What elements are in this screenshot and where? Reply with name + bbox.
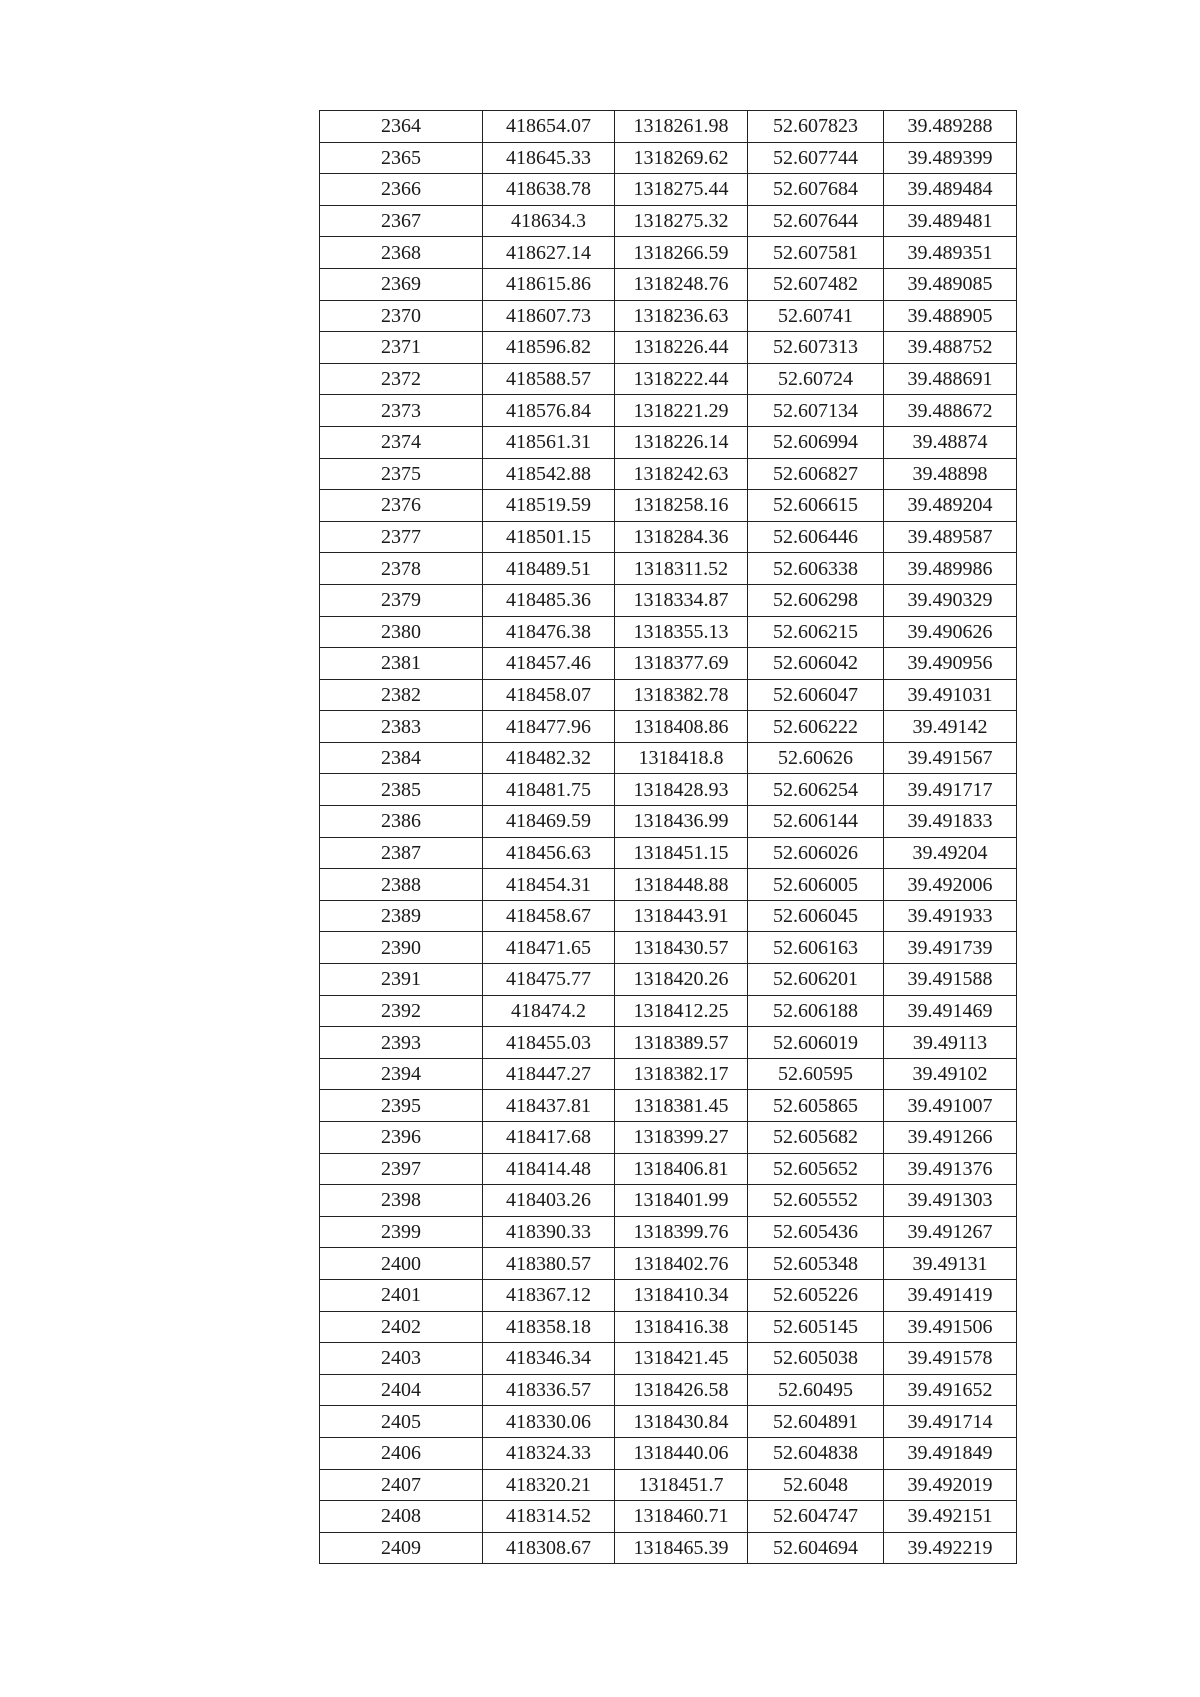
x-coordinate-cell: 418576.84 (483, 395, 615, 427)
latitude-cell: 52.605552 (748, 1185, 884, 1217)
longitude-cell: 39.491303 (884, 1185, 1017, 1217)
point-number-cell: 2391 (320, 964, 483, 996)
x-coordinate-cell: 418645.33 (483, 142, 615, 174)
point-number-cell: 2380 (320, 616, 483, 648)
table-row (320, 1406, 1017, 1438)
point-number-cell: 2405 (320, 1406, 483, 1438)
x-coordinate-cell: 418380.57 (483, 1248, 615, 1280)
x-coordinate-cell: 418634.3 (483, 205, 615, 237)
table-row (320, 1185, 1017, 1217)
latitude-cell: 52.606201 (748, 964, 884, 996)
table-row (320, 1343, 1017, 1375)
y-coordinate-cell: 1318236.63 (615, 300, 748, 332)
longitude-cell: 39.491739 (884, 932, 1017, 964)
x-coordinate-cell: 418561.31 (483, 426, 615, 458)
table-row (320, 932, 1017, 964)
x-coordinate-cell: 418437.81 (483, 1090, 615, 1122)
y-coordinate-cell: 1318334.87 (615, 584, 748, 616)
longitude-cell: 39.49142 (884, 711, 1017, 743)
latitude-cell: 52.60724 (748, 363, 884, 395)
y-coordinate-cell: 1318430.57 (615, 932, 748, 964)
x-coordinate-cell: 418456.63 (483, 837, 615, 869)
y-coordinate-cell: 1318355.13 (615, 616, 748, 648)
latitude-cell: 52.604747 (748, 1501, 884, 1533)
point-number-cell: 2408 (320, 1501, 483, 1533)
table-row (320, 1058, 1017, 1090)
x-coordinate-cell: 418346.34 (483, 1343, 615, 1375)
point-number-cell: 2371 (320, 332, 483, 364)
x-coordinate-cell: 418458.07 (483, 679, 615, 711)
longitude-cell: 39.488752 (884, 332, 1017, 364)
longitude-cell: 39.489399 (884, 142, 1017, 174)
latitude-cell: 52.607823 (748, 111, 884, 143)
table-row (320, 553, 1017, 585)
longitude-cell: 39.489351 (884, 237, 1017, 269)
point-number-cell: 2388 (320, 869, 483, 901)
latitude-cell: 52.606827 (748, 458, 884, 490)
point-number-cell: 2384 (320, 742, 483, 774)
latitude-cell: 52.606188 (748, 995, 884, 1027)
x-coordinate-cell: 418324.33 (483, 1437, 615, 1469)
table-row (320, 1501, 1017, 1533)
longitude-cell: 39.490956 (884, 648, 1017, 680)
y-coordinate-cell: 1318221.29 (615, 395, 748, 427)
point-number-cell: 2376 (320, 490, 483, 522)
longitude-cell: 39.490329 (884, 584, 1017, 616)
longitude-cell: 39.489481 (884, 205, 1017, 237)
longitude-cell: 39.491849 (884, 1437, 1017, 1469)
y-coordinate-cell: 1318401.99 (615, 1185, 748, 1217)
table-row (320, 742, 1017, 774)
point-number-cell: 2400 (320, 1248, 483, 1280)
x-coordinate-cell: 418320.21 (483, 1469, 615, 1501)
table-row (320, 1374, 1017, 1406)
y-coordinate-cell: 1318226.44 (615, 332, 748, 364)
x-coordinate-cell: 418390.33 (483, 1216, 615, 1248)
x-coordinate-cell: 418607.73 (483, 300, 615, 332)
point-number-cell: 2397 (320, 1153, 483, 1185)
y-coordinate-cell: 1318402.76 (615, 1248, 748, 1280)
longitude-cell: 39.491267 (884, 1216, 1017, 1248)
y-coordinate-cell: 1318443.91 (615, 900, 748, 932)
y-coordinate-cell: 1318428.93 (615, 774, 748, 806)
point-number-cell: 2402 (320, 1311, 483, 1343)
y-coordinate-cell: 1318261.98 (615, 111, 748, 143)
point-number-cell: 2366 (320, 174, 483, 206)
longitude-cell: 39.491933 (884, 900, 1017, 932)
table-row (320, 964, 1017, 996)
point-number-cell: 2369 (320, 268, 483, 300)
y-coordinate-cell: 1318311.52 (615, 553, 748, 585)
latitude-cell: 52.604694 (748, 1532, 884, 1564)
point-number-cell: 2392 (320, 995, 483, 1027)
latitude-cell: 52.60595 (748, 1058, 884, 1090)
latitude-cell: 52.604891 (748, 1406, 884, 1438)
latitude-cell: 52.605865 (748, 1090, 884, 1122)
y-coordinate-cell: 1318399.76 (615, 1216, 748, 1248)
latitude-cell: 52.605652 (748, 1153, 884, 1185)
point-number-cell: 2401 (320, 1279, 483, 1311)
longitude-cell: 39.49102 (884, 1058, 1017, 1090)
latitude-cell: 52.605226 (748, 1279, 884, 1311)
x-coordinate-cell: 418455.03 (483, 1027, 615, 1059)
table-row (320, 900, 1017, 932)
table-row (320, 300, 1017, 332)
table-row (320, 869, 1017, 901)
y-coordinate-cell: 1318266.59 (615, 237, 748, 269)
y-coordinate-cell: 1318389.57 (615, 1027, 748, 1059)
point-number-cell: 2382 (320, 679, 483, 711)
point-number-cell: 2395 (320, 1090, 483, 1122)
x-coordinate-cell: 418489.51 (483, 553, 615, 585)
y-coordinate-cell: 1318382.78 (615, 679, 748, 711)
longitude-cell: 39.488672 (884, 395, 1017, 427)
y-coordinate-cell: 1318440.06 (615, 1437, 748, 1469)
table-row (320, 458, 1017, 490)
longitude-cell: 39.491652 (884, 1374, 1017, 1406)
point-number-cell: 2375 (320, 458, 483, 490)
y-coordinate-cell: 1318420.26 (615, 964, 748, 996)
table-row (320, 1311, 1017, 1343)
x-coordinate-cell: 418417.68 (483, 1122, 615, 1154)
table-row (320, 1437, 1017, 1469)
latitude-cell: 52.607482 (748, 268, 884, 300)
longitude-cell: 39.491714 (884, 1406, 1017, 1438)
longitude-cell: 39.49131 (884, 1248, 1017, 1280)
y-coordinate-cell: 1318451.15 (615, 837, 748, 869)
table-row (320, 774, 1017, 806)
x-coordinate-cell: 418336.57 (483, 1374, 615, 1406)
table-row (320, 1469, 1017, 1501)
y-coordinate-cell: 1318418.8 (615, 742, 748, 774)
table-row (320, 1027, 1017, 1059)
table-row (320, 490, 1017, 522)
point-number-cell: 2399 (320, 1216, 483, 1248)
longitude-cell: 39.489204 (884, 490, 1017, 522)
table-row (320, 395, 1017, 427)
table-row (320, 711, 1017, 743)
coordinates-table (319, 110, 1017, 1564)
latitude-cell: 52.604838 (748, 1437, 884, 1469)
point-number-cell: 2409 (320, 1532, 483, 1564)
table-row (320, 648, 1017, 680)
table-row (320, 332, 1017, 364)
latitude-cell: 52.607313 (748, 332, 884, 364)
longitude-cell: 39.491588 (884, 964, 1017, 996)
x-coordinate-cell: 418454.31 (483, 869, 615, 901)
table-row (320, 1248, 1017, 1280)
x-coordinate-cell: 418542.88 (483, 458, 615, 490)
x-coordinate-cell: 418596.82 (483, 332, 615, 364)
longitude-cell: 39.489085 (884, 268, 1017, 300)
x-coordinate-cell: 418475.77 (483, 964, 615, 996)
longitude-cell: 39.489587 (884, 521, 1017, 553)
table-row (320, 806, 1017, 838)
point-number-cell: 2404 (320, 1374, 483, 1406)
latitude-cell: 52.606144 (748, 806, 884, 838)
x-coordinate-cell: 418458.67 (483, 900, 615, 932)
latitude-cell: 52.606042 (748, 648, 884, 680)
longitude-cell: 39.491717 (884, 774, 1017, 806)
table-row (320, 584, 1017, 616)
y-coordinate-cell: 1318460.71 (615, 1501, 748, 1533)
table-row (320, 1532, 1017, 1564)
latitude-cell: 52.606215 (748, 616, 884, 648)
y-coordinate-cell: 1318451.7 (615, 1469, 748, 1501)
table-row (320, 679, 1017, 711)
table-row (320, 1122, 1017, 1154)
y-coordinate-cell: 1318222.44 (615, 363, 748, 395)
y-coordinate-cell: 1318284.36 (615, 521, 748, 553)
latitude-cell: 52.606222 (748, 711, 884, 743)
point-number-cell: 2403 (320, 1343, 483, 1375)
latitude-cell: 52.606005 (748, 869, 884, 901)
x-coordinate-cell: 418414.48 (483, 1153, 615, 1185)
point-number-cell: 2372 (320, 363, 483, 395)
point-number-cell: 2378 (320, 553, 483, 585)
y-coordinate-cell: 1318430.84 (615, 1406, 748, 1438)
y-coordinate-cell: 1318275.32 (615, 205, 748, 237)
latitude-cell: 52.60741 (748, 300, 884, 332)
latitude-cell: 52.607581 (748, 237, 884, 269)
y-coordinate-cell: 1318448.88 (615, 869, 748, 901)
longitude-cell: 39.49204 (884, 837, 1017, 869)
point-number-cell: 2390 (320, 932, 483, 964)
latitude-cell: 52.606163 (748, 932, 884, 964)
longitude-cell: 39.489484 (884, 174, 1017, 206)
longitude-cell: 39.491031 (884, 679, 1017, 711)
table-row (320, 837, 1017, 869)
x-coordinate-cell: 418474.2 (483, 995, 615, 1027)
longitude-cell: 39.491419 (884, 1279, 1017, 1311)
longitude-cell: 39.488905 (884, 300, 1017, 332)
y-coordinate-cell: 1318242.63 (615, 458, 748, 490)
point-number-cell: 2394 (320, 1058, 483, 1090)
x-coordinate-cell: 418330.06 (483, 1406, 615, 1438)
table-row (320, 237, 1017, 269)
point-number-cell: 2386 (320, 806, 483, 838)
coordinates-table-body (320, 111, 1017, 1564)
latitude-cell: 52.606026 (748, 837, 884, 869)
y-coordinate-cell: 1318436.99 (615, 806, 748, 838)
y-coordinate-cell: 1318248.76 (615, 268, 748, 300)
y-coordinate-cell: 1318412.25 (615, 995, 748, 1027)
y-coordinate-cell: 1318382.17 (615, 1058, 748, 1090)
table-row (320, 1279, 1017, 1311)
latitude-cell: 52.606446 (748, 521, 884, 553)
longitude-cell: 39.492151 (884, 1501, 1017, 1533)
y-coordinate-cell: 1318410.34 (615, 1279, 748, 1311)
longitude-cell: 39.490626 (884, 616, 1017, 648)
y-coordinate-cell: 1318377.69 (615, 648, 748, 680)
longitude-cell: 39.48898 (884, 458, 1017, 490)
latitude-cell: 52.606994 (748, 426, 884, 458)
table-row (320, 1216, 1017, 1248)
y-coordinate-cell: 1318226.14 (615, 426, 748, 458)
latitude-cell: 52.606019 (748, 1027, 884, 1059)
y-coordinate-cell: 1318408.86 (615, 711, 748, 743)
x-coordinate-cell: 418476.38 (483, 616, 615, 648)
longitude-cell: 39.491007 (884, 1090, 1017, 1122)
point-number-cell: 2396 (320, 1122, 483, 1154)
longitude-cell: 39.491578 (884, 1343, 1017, 1375)
longitude-cell: 39.492219 (884, 1532, 1017, 1564)
longitude-cell: 39.488691 (884, 363, 1017, 395)
point-number-cell: 2379 (320, 584, 483, 616)
latitude-cell: 52.605038 (748, 1343, 884, 1375)
x-coordinate-cell: 418308.67 (483, 1532, 615, 1564)
point-number-cell: 2374 (320, 426, 483, 458)
latitude-cell: 52.606047 (748, 679, 884, 711)
x-coordinate-cell: 418588.57 (483, 363, 615, 395)
x-coordinate-cell: 418501.15 (483, 521, 615, 553)
latitude-cell: 52.607134 (748, 395, 884, 427)
table-row (320, 616, 1017, 648)
point-number-cell: 2370 (320, 300, 483, 332)
x-coordinate-cell: 418615.86 (483, 268, 615, 300)
latitude-cell: 52.607644 (748, 205, 884, 237)
longitude-cell: 39.491833 (884, 806, 1017, 838)
y-coordinate-cell: 1318406.81 (615, 1153, 748, 1185)
point-number-cell: 2365 (320, 142, 483, 174)
x-coordinate-cell: 418314.52 (483, 1501, 615, 1533)
x-coordinate-cell: 418358.18 (483, 1311, 615, 1343)
y-coordinate-cell: 1318275.44 (615, 174, 748, 206)
point-number-cell: 2368 (320, 237, 483, 269)
longitude-cell: 39.489986 (884, 553, 1017, 585)
latitude-cell: 52.607744 (748, 142, 884, 174)
longitude-cell: 39.49113 (884, 1027, 1017, 1059)
point-number-cell: 2385 (320, 774, 483, 806)
y-coordinate-cell: 1318399.27 (615, 1122, 748, 1154)
x-coordinate-cell: 418447.27 (483, 1058, 615, 1090)
x-coordinate-cell: 418482.32 (483, 742, 615, 774)
point-number-cell: 2364 (320, 111, 483, 143)
x-coordinate-cell: 418477.96 (483, 711, 615, 743)
latitude-cell: 52.6048 (748, 1469, 884, 1501)
y-coordinate-cell: 1318381.45 (615, 1090, 748, 1122)
latitude-cell: 52.606615 (748, 490, 884, 522)
y-coordinate-cell: 1318426.58 (615, 1374, 748, 1406)
x-coordinate-cell: 418403.26 (483, 1185, 615, 1217)
table-row (320, 268, 1017, 300)
x-coordinate-cell: 418654.07 (483, 111, 615, 143)
longitude-cell: 39.489288 (884, 111, 1017, 143)
latitude-cell: 52.605436 (748, 1216, 884, 1248)
x-coordinate-cell: 418367.12 (483, 1279, 615, 1311)
y-coordinate-cell: 1318465.39 (615, 1532, 748, 1564)
point-number-cell: 2381 (320, 648, 483, 680)
longitude-cell: 39.492006 (884, 869, 1017, 901)
x-coordinate-cell: 418627.14 (483, 237, 615, 269)
table-row (320, 174, 1017, 206)
y-coordinate-cell: 1318421.45 (615, 1343, 748, 1375)
latitude-cell: 52.605348 (748, 1248, 884, 1280)
longitude-cell: 39.492019 (884, 1469, 1017, 1501)
table-row (320, 142, 1017, 174)
longitude-cell: 39.491469 (884, 995, 1017, 1027)
table-row (320, 521, 1017, 553)
x-coordinate-cell: 418471.65 (483, 932, 615, 964)
point-number-cell: 2406 (320, 1437, 483, 1469)
table-row (320, 205, 1017, 237)
table-row (320, 426, 1017, 458)
longitude-cell: 39.491266 (884, 1122, 1017, 1154)
point-number-cell: 2393 (320, 1027, 483, 1059)
table-row (320, 363, 1017, 395)
table-row (320, 111, 1017, 143)
x-coordinate-cell: 418485.36 (483, 584, 615, 616)
x-coordinate-cell: 418481.75 (483, 774, 615, 806)
point-number-cell: 2367 (320, 205, 483, 237)
longitude-cell: 39.48874 (884, 426, 1017, 458)
point-number-cell: 2407 (320, 1469, 483, 1501)
longitude-cell: 39.491567 (884, 742, 1017, 774)
x-coordinate-cell: 418469.59 (483, 806, 615, 838)
table-row (320, 995, 1017, 1027)
latitude-cell: 52.60495 (748, 1374, 884, 1406)
longitude-cell: 39.491376 (884, 1153, 1017, 1185)
y-coordinate-cell: 1318258.16 (615, 490, 748, 522)
x-coordinate-cell: 418638.78 (483, 174, 615, 206)
longitude-cell: 39.491506 (884, 1311, 1017, 1343)
latitude-cell: 52.606254 (748, 774, 884, 806)
table-row (320, 1090, 1017, 1122)
latitude-cell: 52.605145 (748, 1311, 884, 1343)
x-coordinate-cell: 418519.59 (483, 490, 615, 522)
point-number-cell: 2389 (320, 900, 483, 932)
latitude-cell: 52.607684 (748, 174, 884, 206)
latitude-cell: 52.60626 (748, 742, 884, 774)
x-coordinate-cell: 418457.46 (483, 648, 615, 680)
y-coordinate-cell: 1318416.38 (615, 1311, 748, 1343)
latitude-cell: 52.606045 (748, 900, 884, 932)
latitude-cell: 52.605682 (748, 1122, 884, 1154)
latitude-cell: 52.606338 (748, 553, 884, 585)
y-coordinate-cell: 1318269.62 (615, 142, 748, 174)
point-number-cell: 2398 (320, 1185, 483, 1217)
point-number-cell: 2383 (320, 711, 483, 743)
latitude-cell: 52.606298 (748, 584, 884, 616)
point-number-cell: 2387 (320, 837, 483, 869)
point-number-cell: 2373 (320, 395, 483, 427)
table-row (320, 1153, 1017, 1185)
point-number-cell: 2377 (320, 521, 483, 553)
